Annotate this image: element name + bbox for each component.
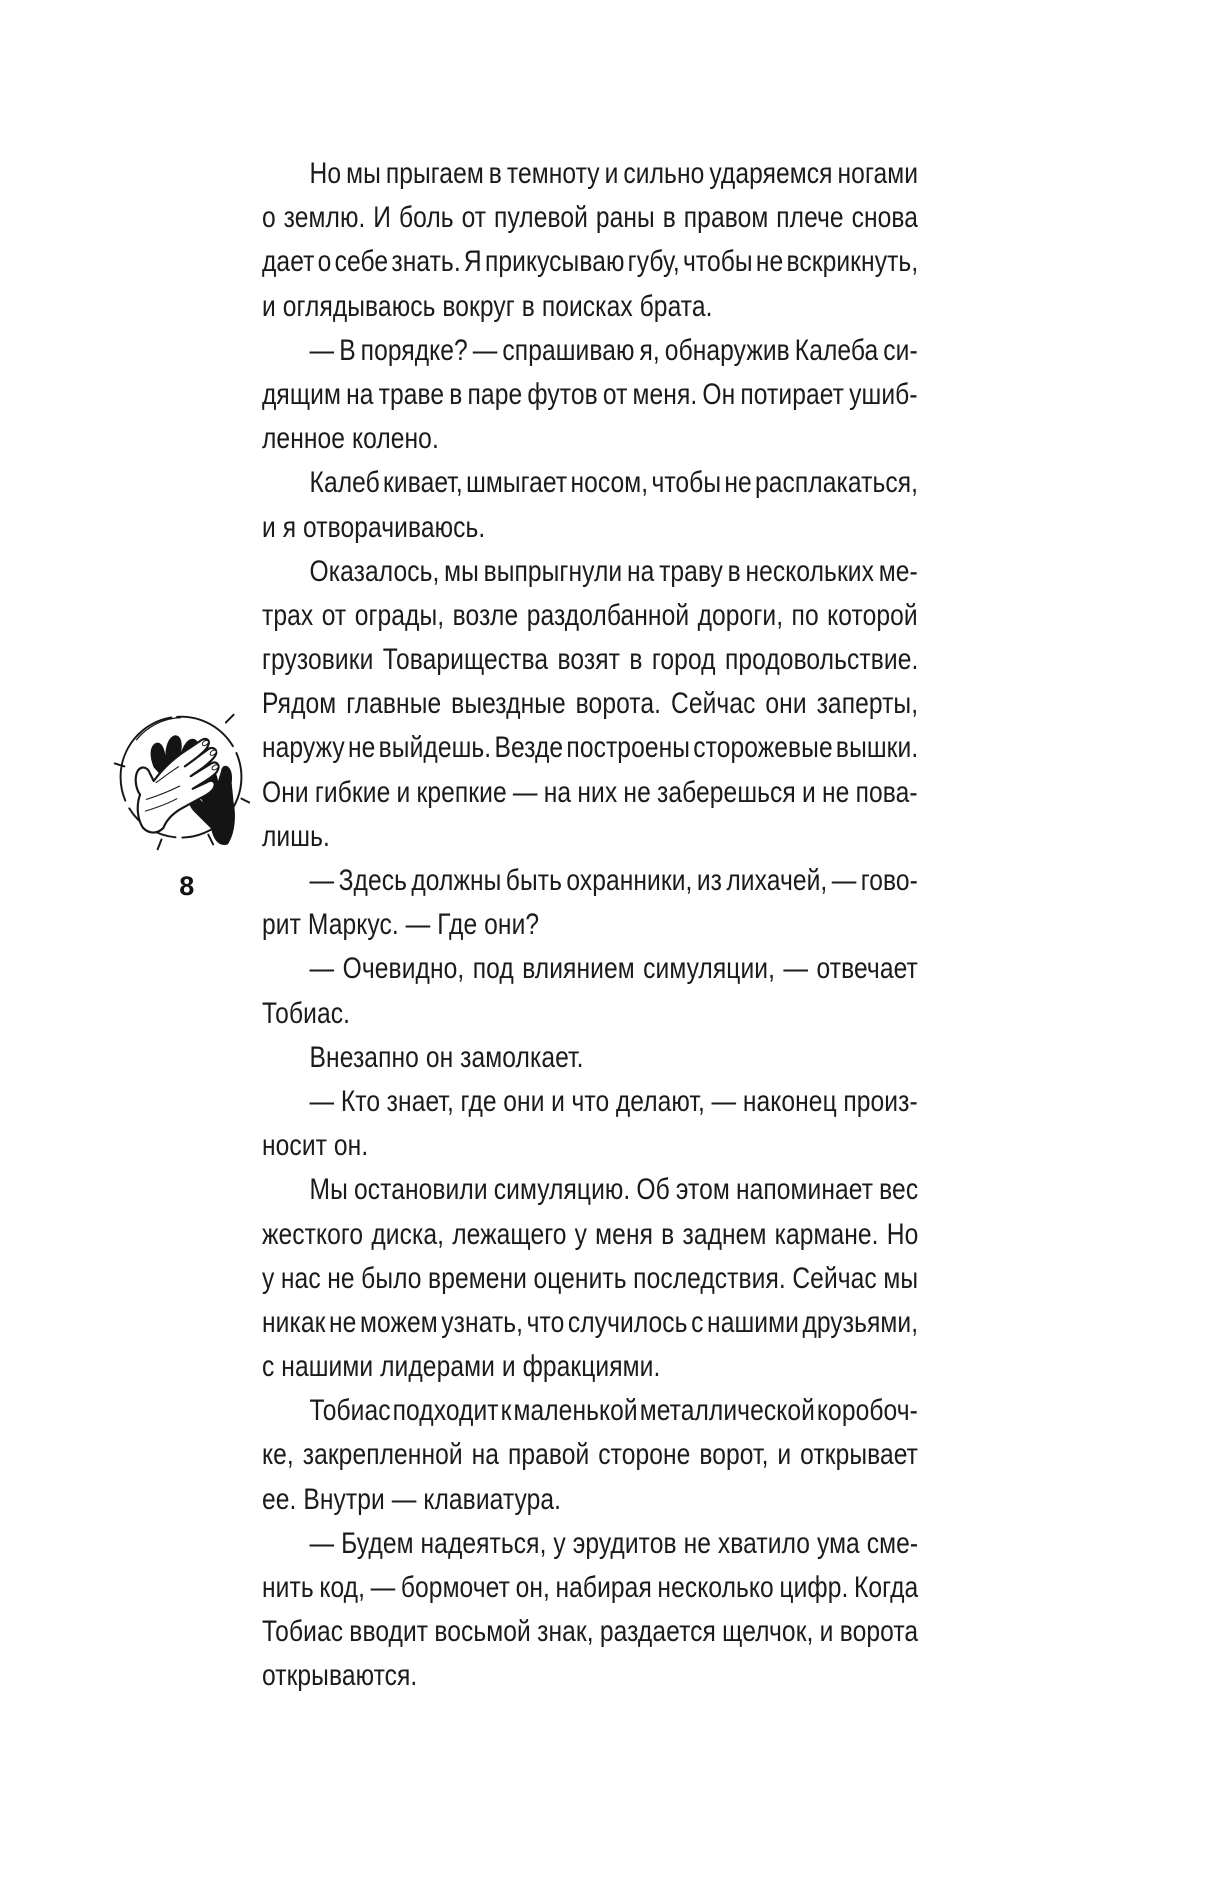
paragraph	[262, 1080, 918, 1168]
paragraph	[262, 550, 918, 859]
text-line: наружу не выйдешь. Везде построены сторожевые вышки.	[262, 731, 919, 765]
text-line: — Здесь должны быть охранники, из лихачей, — гово-	[309, 864, 918, 897]
text-line: Тобиас.	[262, 996, 351, 1030]
text-line: с нашими лидерами и фракциями.	[262, 1350, 661, 1384]
paragraph	[262, 152, 918, 329]
paragraph	[262, 329, 918, 462]
page-number: 8	[179, 871, 195, 901]
text-line: у нас не было времени оценить последствия. Сейчас мы	[262, 1261, 919, 1295]
paragraph	[262, 1168, 918, 1389]
text-body	[262, 152, 918, 1699]
text-line: грузовики Товарищества возят в город продовольствие.	[262, 643, 919, 677]
text-line: ленное колено.	[262, 422, 439, 456]
text-line: — Будем надеяться, у эрудитов не хватило ума сме-	[309, 1526, 919, 1560]
text-line: — Кто знает, где они и что делают, — наконец произ-	[309, 1084, 918, 1118]
text-line: ке, закрепленной на правой стороне ворот, и открывает	[262, 1438, 919, 1472]
text-line: и оглядываюсь вокруг в поисках брата.	[262, 289, 713, 323]
text-line: Оказалось, мы выпрыгнули на траву в нескольких ме-	[309, 554, 918, 588]
text-line: о землю. И боль от пулевой раны в правом плече снова	[262, 201, 919, 235]
text-line: лишь.	[262, 819, 330, 853]
paragraph	[262, 461, 918, 549]
text-line: и я отворачиваюсь.	[262, 510, 486, 544]
text-column	[262, 152, 918, 1699]
text-line: никак не можем узнать, что случилось с нашими друзьями,	[262, 1305, 919, 1339]
paragraph	[262, 1036, 918, 1080]
clasped-hands-icon	[112, 705, 250, 859]
text-line: Рядом главные выездные ворота. Сейчас они заперты,	[262, 687, 919, 721]
text-line: рит Маркус. — Где они?	[262, 908, 540, 942]
text-line: жесткого диска, лежащего у меня в заднем кармане. Но	[262, 1217, 919, 1251]
text-line: трах от ограды, возле раздолбанной дороги, по которой	[262, 598, 918, 632]
text-line: Тобиас подходит к маленькой металлической коробоч-	[309, 1394, 918, 1428]
paragraph	[262, 859, 918, 947]
text-line: Тобиас вводит восьмой знак, раздается щелчок, и ворота	[262, 1615, 919, 1649]
text-line: дает о себе знать. Я прикусываю губу, чтобы не вскрикнуть,	[262, 245, 919, 279]
paragraph	[262, 1389, 918, 1522]
text-line: носит он.	[262, 1129, 369, 1163]
text-line: Калеб кивает, шмыгает носом, чтобы не расплакаться,	[309, 466, 919, 500]
text-line: — Очевидно, под влиянием симуляции, — отвечает	[309, 952, 918, 986]
text-line: дящим на траве в паре футов от меня. Он потирает ушиб-	[262, 377, 918, 411]
text-line: Но мы прыгаем в темноту и сильно ударяемся ногами	[309, 157, 919, 190]
text-line: Они гибкие и крепкие — на них не заберешься и не пова-	[262, 775, 918, 809]
text-line: открываются.	[262, 1659, 418, 1693]
text-line: Внезапно он замолкает.	[309, 1040, 584, 1074]
paragraph	[262, 947, 918, 1035]
paragraph	[262, 1522, 918, 1699]
text-line: — В порядке? — спрашиваю я, обнаружив Калеба си-	[309, 333, 918, 367]
text-line: нить код, — бормочет он, набирая несколько цифр. Когда	[262, 1571, 919, 1604]
text-line: ее. Внутри — клавиатура.	[262, 1482, 562, 1516]
text-line: Мы остановили симуляцию. Об этом напоминает вес	[309, 1173, 919, 1207]
